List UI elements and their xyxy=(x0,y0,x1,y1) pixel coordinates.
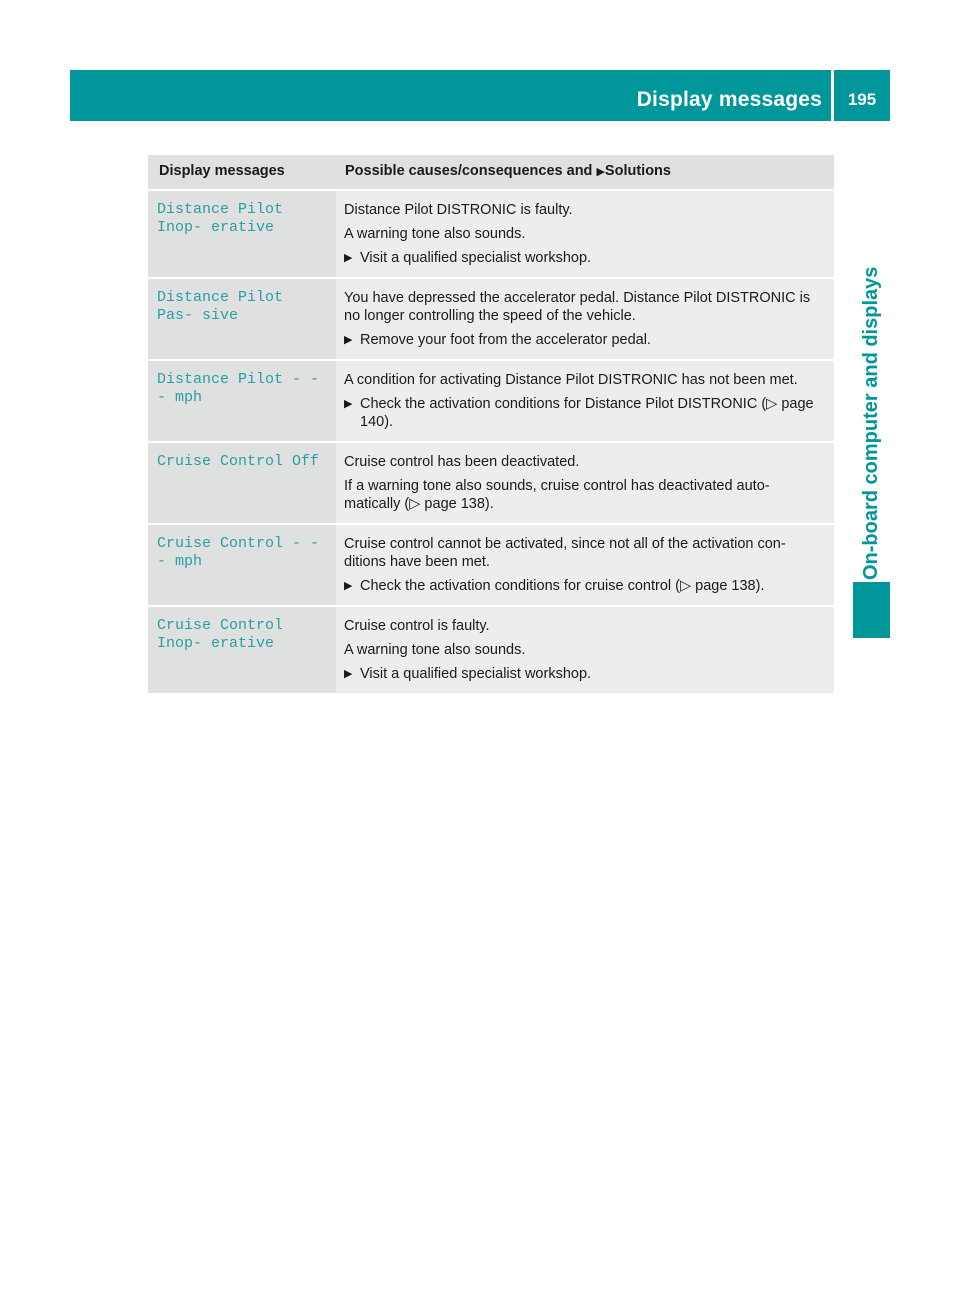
solution-step xyxy=(344,665,826,683)
solution-text: Remove your foot from the accelerator pedal. xyxy=(360,332,651,348)
side-tab-marker xyxy=(853,582,890,638)
cause-solution xyxy=(336,190,834,278)
cause-text: A warning tone also sounds. xyxy=(344,642,526,658)
play-arrow-icon: ▶ xyxy=(596,166,605,178)
cause-solution xyxy=(336,442,834,524)
column-header-solutions-label: Solutions xyxy=(604,163,671,179)
solution-step xyxy=(344,577,826,595)
solution-step xyxy=(344,249,826,267)
cause-text: A warning tone also sounds. xyxy=(344,226,526,242)
cause-text: If a warning tone also sounds, cruise control has deactivated auto‐ matically (▷ page 138). xyxy=(344,478,770,512)
cause-solution xyxy=(336,524,834,606)
display-message: Distance Pilot - - - mph xyxy=(148,360,336,442)
cause-text: Cruise control has been deactivated. xyxy=(344,454,580,470)
solution-text: Visit a qualified specialist workshop. xyxy=(360,250,592,266)
table-row xyxy=(148,190,834,278)
table-row xyxy=(148,524,834,606)
solution-step xyxy=(344,331,826,349)
table-row xyxy=(148,360,834,442)
header-bar xyxy=(70,70,890,121)
column-header-messages: Display messages xyxy=(148,155,336,190)
page-number: 195 xyxy=(847,90,877,109)
play-arrow-icon: ▶ xyxy=(344,668,353,680)
solution-text: Check the activation conditions for cruise control (▷ page 138). xyxy=(360,578,765,594)
play-arrow-icon: ▶ xyxy=(344,398,353,410)
column-header-causes: Possible causes/consequences and xyxy=(345,163,593,179)
cause-solution xyxy=(336,606,834,694)
display-message: Cruise Control - - - mph xyxy=(148,524,336,606)
play-arrow-icon: ▶ xyxy=(344,334,353,346)
display-messages-table xyxy=(148,155,834,695)
display-message: Cruise Control Inop‐ erative xyxy=(148,606,336,694)
table-row xyxy=(148,606,834,694)
table-header-row xyxy=(148,155,834,190)
display-message: Cruise Control Off xyxy=(148,442,336,524)
play-arrow-icon: ▶ xyxy=(344,252,353,264)
display-message: Distance Pilot Inop‐ erative xyxy=(148,190,336,278)
table-row xyxy=(148,278,834,360)
side-tab-label: On-board computer and displays xyxy=(860,266,882,580)
display-message: Distance Pilot Pas‐ sive xyxy=(148,278,336,360)
cause-text: Cruise control cannot be activated, since not all of the activation con‐ ditions have been met. xyxy=(344,536,786,570)
solution-text: Check the activation conditions for Distance Pilot DISTRONIC (▷ page 140). xyxy=(360,396,814,430)
cause-text: Cruise control is faulty. xyxy=(344,618,490,634)
solution-text: Visit a qualified specialist workshop. xyxy=(360,666,592,682)
play-arrow-icon: ▶ xyxy=(344,580,353,592)
side-tab xyxy=(853,200,890,580)
cause-solution xyxy=(336,278,834,360)
cause-solution xyxy=(336,360,834,442)
table-row xyxy=(148,442,834,524)
solution-step xyxy=(344,395,826,431)
cause-text: A condition for activating Distance Pilot DISTRONIC has not been met. xyxy=(344,372,798,388)
column-header-solutions xyxy=(336,155,834,190)
cause-text: You have depressed the accelerator pedal. Distance Pilot DISTRONIC is no longer controlling the speed of the vehicle. xyxy=(344,290,811,324)
cause-text: Distance Pilot DISTRONIC is faulty. xyxy=(344,202,573,218)
section-title: Display messages xyxy=(636,88,822,111)
